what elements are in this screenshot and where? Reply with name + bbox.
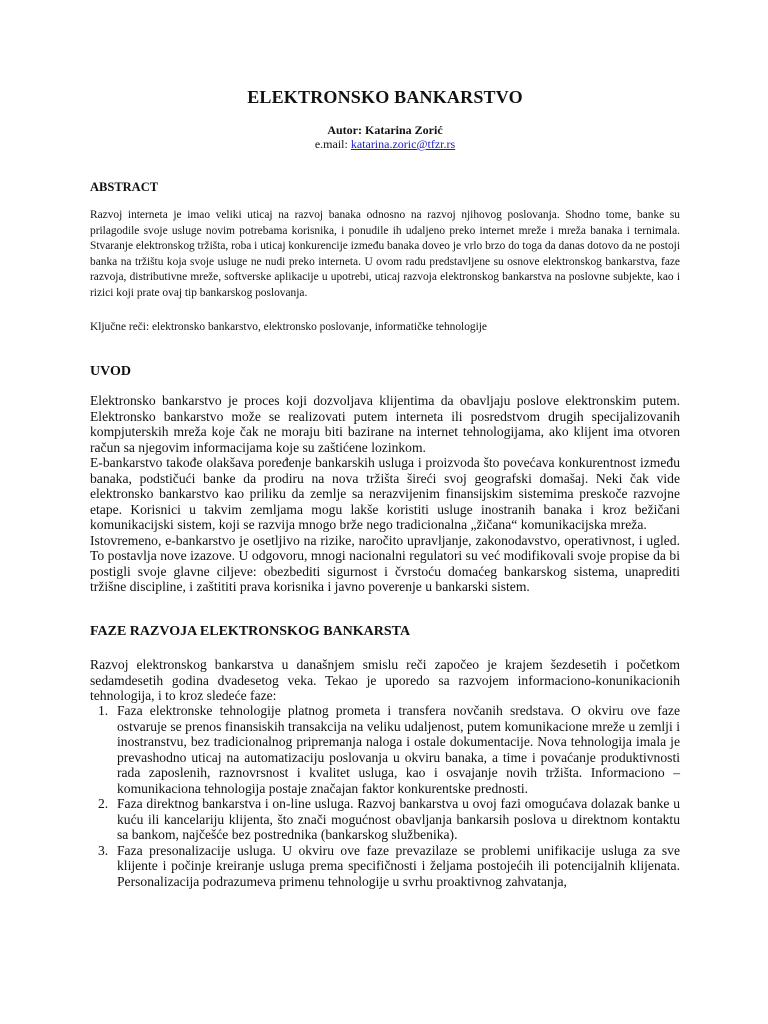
list-item — [90, 703, 680, 796]
list-item — [90, 796, 680, 843]
uvod-paragraph: Elektronsko bankarstvo je proces koji dozvoljava klijentima da obavljaju poslove elektronskim putem. Elektronsko bankarstvo može se realizovati putem interneta ili posredstvom drugih specijalizovanih kompjuterskih mreža koje čak ne moraju biti bazirane na internet tehnologijama, ako klijent ima otvoren račun sa njegovim informacijama koje su zaštićene lozinkom. — [90, 393, 680, 455]
uvod-paragraph: Istovremeno, e-bankarstvo je osetljivo na rizike, naročito upravljanje, zakonodavstvo, operativnost, i ugled. To postavlja nove izazove. U odgovoru, mnogi nacionalni regulatori su već modifikovali svoje propise da bi postigli svoje glavne ciljeve: obezbediti sigurnost i čvrstoću domaćeg bankarskog sistema, unaprediti tržišne discipline, i zaštititi prava korisnika i javno poverenje u bankarski sistem. — [90, 532, 680, 594]
list-number: 2. — [98, 796, 109, 811]
keywords: Ključne reči: elektronsko bankarstvo, elektronsko poslovanje, informatičke tehnologije — [90, 321, 487, 333]
faze-intro: Razvoj elektronskog bankarstva u današnjem smislu reči započeo je krajem šezdesetih i početkom sedamdesetih godina dvadesetog veka. Tekao je uporedo sa razvojem informaciono-konunikacionih tehnologija, i to kroz sledeće faze: — [90, 657, 680, 703]
author-line: Autor: Katarina Zorić — [327, 123, 443, 137]
paper-title: ELEKTRONSKO BANKARSTVO — [247, 87, 523, 107]
abstract-heading: ABSTRACT — [90, 180, 159, 194]
email-label: e.mail: — [314, 137, 351, 151]
list-item-text: Faza elektronske tehnologije platnog prometa i transfera novčanih sredstava. O okviru ove faze ostvaruje se prenos finansiskih transakcija na veliku udaljenost, putem komunikacione mreže u zemlji i inostranstvu, bez tradicionalnog pripremanja naloga i ostale dokumentacije. Nova tehnologija imala je prevashodno uticaj na automatizaciju poslovanja u okviru banaka, a time i povaćanje produktivnosti rada zaposlenih, raznovrsnost i kvalitet usluga, kao i osvajanje novih tržišta. Informaciono – komunikaciona tehnologija postaje značajan faktor konkurentske prednosti. — [117, 703, 680, 796]
phases-list — [90, 703, 680, 889]
email-link[interactable]: katarina.zoric@tfzr.rs — [350, 137, 456, 151]
uvod-body — [90, 393, 680, 595]
list-number: 3. — [98, 842, 109, 858]
faze-heading: FAZE RAZVOJA ELEKTRONSKOG BANKARSTA — [90, 624, 411, 639]
email-line — [90, 137, 680, 152]
uvod-heading: UVOD — [90, 364, 131, 379]
list-number: 1. — [98, 703, 109, 718]
list-item-text: Faza presonalizacije usluga. U okviru ove faze prevazilaze se problemi unifikacije usluga za sve klijente i počinje kreiranje usluga prema specifičnosti i željama postojećih ili potencijalnih klijenata. Personalizacija podrazumeva primenu tehnologije u svrhu proaktivnog zahvatanja, — [117, 842, 680, 889]
list-item — [90, 843, 680, 890]
uvod-paragraph: E-bankarstvo takođe olakšava poređenje bankarskih usluga i proizvoda što povećava konkurentnost između banaka, podstičući banke da prodiru na nova tržišta šireći svoj geografski domašaj. Neki čak vide elektronsko bankarstvo kao priliku da zemlje sa nerazvijenim finansijskim sistemima preskoče razvojne etape. Korisnici u takvim zemljama mogu lakše koristiti usluge inostranih banaka i kroz bežičani komunikacijski sistem, koji se razvija mnogo brže nego tradicionalna „žičana“ komunikacijska mreža. — [90, 455, 680, 532]
abstract-text: Razvoj interneta je imao veliki uticaj na razvoj banaka odnosno na razvoj njihovog poslovanja. Shodno tome, banke su prilagodile svoje usluge novim potrebama korisnika, i ponudile ih udaljeno preko internet mreže i mreža banaka i ternimala. Stvaranje elektronskog tržišta, roba i uticaj konkurencije između banaka doveo je vrlo brzo do toga da danas dotovo da ne postoji banka na tržištu koja svoje usluge ne nudi preko interneta. U ovom radu predstavljene su osnove elektronskog bankarstva, faze razvoja, distributivne mreže, softverske aplikacije u upotrebi, uticaj razvoja elektronskog bankarstva na poslovne subjekte, kao i rizici koji prate ovaj tip bankarskog poslovanja. — [90, 209, 680, 299]
list-item-text: Faza direktnog bankarstva i on-line usluga. Razvoj bankarstva u ovoj fazi omogućava dolazak banke u kuću ili kancelariju klijenta, što znači mogućnost obavljanja bankarsih poslova u direktnom kontaktu sa bankom, najčešće bez postrednika (bankarskog službenika). — [117, 796, 680, 842]
